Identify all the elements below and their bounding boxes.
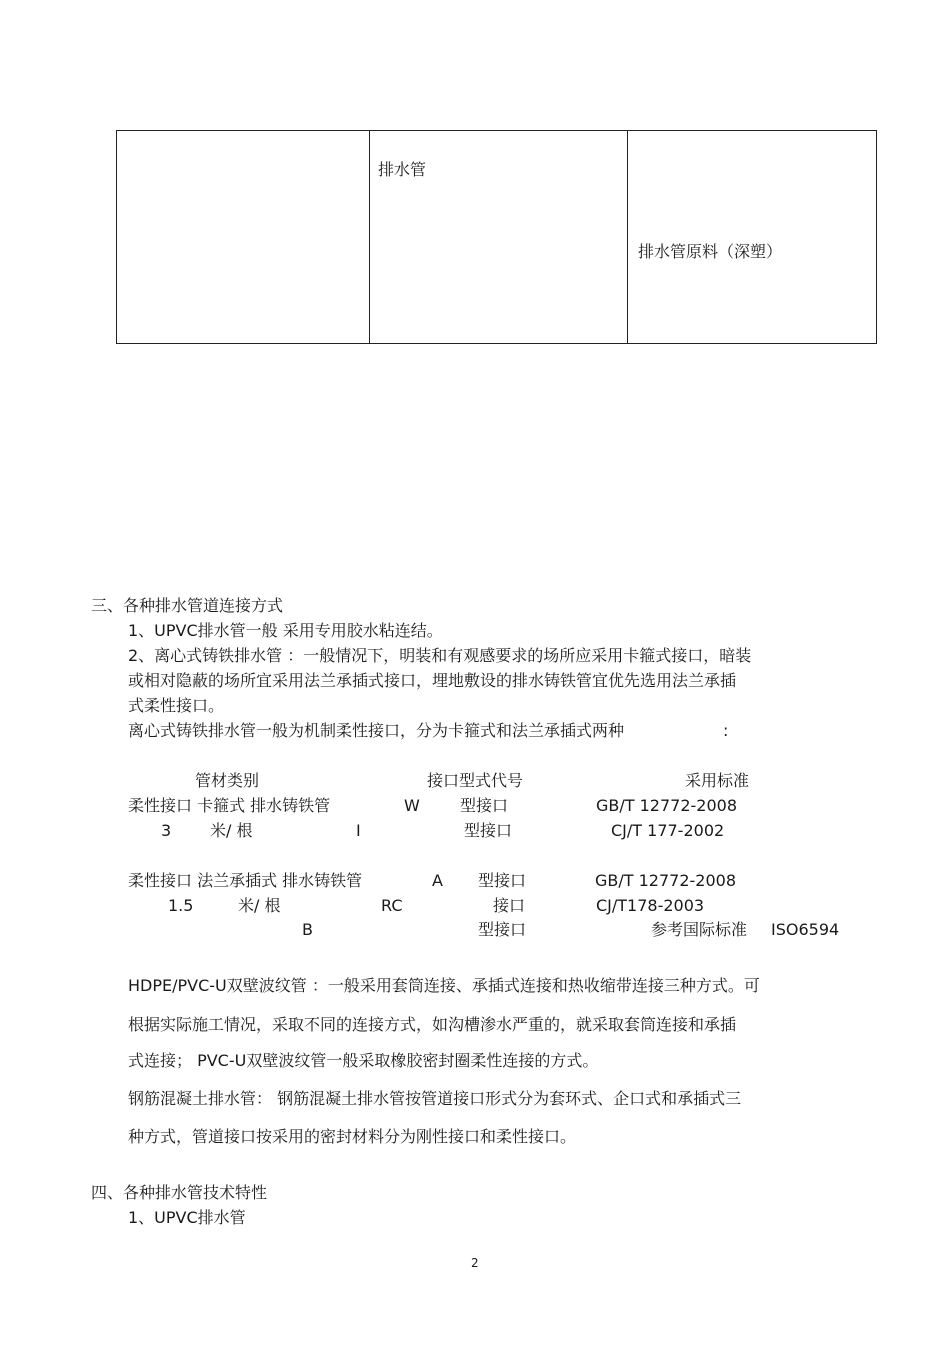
table-cell-drain-pipe: 排水管 (378, 160, 427, 179)
header-pipe-category: 管材类别 (195, 771, 260, 790)
table-divider (369, 131, 370, 343)
row2-code: I (356, 821, 361, 840)
joints-intro: 离心式铸铁排水管一般为机制柔性接口，分为卡箍式和法兰承插式两种 (128, 721, 625, 740)
paragraph-cast-iron-2: 或相对隐蔽的场所宜采用法兰承插式接口，埋地敷设的排水铸铁管宜优先选用法兰承插 (128, 671, 737, 690)
paragraph-cast-iron-3: 式柔性接口。 (128, 696, 225, 715)
row4-unit: 米/ 根 (238, 896, 281, 915)
paragraph-hdpe-2: 根据实际施工情况，采取不同的连接方式，如沟槽渗水严重的，就采取套筒连接和承插 (128, 1015, 737, 1034)
paragraph-concrete-2: 种方式，管道接口按采用的密封材料分为刚性接口和柔性接口。 (128, 1127, 577, 1146)
header-standard: 采用标准 (685, 771, 750, 790)
section-heading-3: 三、各种排水管道连接方式 (91, 596, 284, 615)
row2-standard: CJ/T 177-2002 (611, 821, 725, 840)
row2-joint: 型接口 (464, 821, 513, 840)
header-joint-code: 接口型式代号 (427, 771, 524, 790)
row1-type: 柔性接口 卡箍式 排水铸铁管 (128, 796, 331, 815)
row1-code: W (404, 796, 420, 815)
section-heading-4: 四、各种排水管技术特性 (91, 1183, 268, 1202)
row2-len: 3 (161, 821, 172, 840)
row2-unit: 米/ 根 (210, 821, 253, 840)
row4-standard: CJ/T178-2003 (596, 896, 705, 915)
paragraph-hdpe-1: HDPE/PVC-U双壁波纹管 ：一般采用套筒连接、承插式连接和热收缩带连接三种方式。可 (128, 976, 760, 995)
row1-standard: GB/T 12772-2008 (596, 796, 738, 815)
paragraph-upvc-properties: 1、UPVC排水管 (128, 1208, 246, 1227)
row3-code: A (432, 871, 443, 890)
row1-joint: 型接口 (460, 796, 509, 815)
row4-joint: 接口 (493, 896, 526, 915)
row5-standard-label: 参考国际标准 (651, 920, 748, 939)
row4-len: 1.5 (168, 896, 194, 915)
row5-joint: 型接口 (478, 920, 527, 939)
table-divider (627, 131, 628, 343)
joints-intro-colon: : (723, 721, 729, 740)
row3-type: 柔性接口 法兰承插式 排水铸铁管 (128, 871, 363, 890)
table-cell-raw-material: 排水管原料（深塑） (638, 242, 783, 261)
top-table (116, 130, 877, 344)
paragraph-cast-iron-1: 2、离心式铸铁排水管 ：一般情况下，明装和有观感要求的场所应采用卡箍式接口，暗装 (128, 646, 752, 665)
page-number: 2 (471, 1256, 479, 1270)
row3-joint: 型接口 (478, 871, 527, 890)
paragraph-concrete-1: 钢筋混凝土排水管： 钢筋混凝土排水管按管道接口形式分为套环式、企口式和承插式三 (128, 1089, 742, 1108)
row5-code: B (302, 920, 313, 939)
row3-standard: GB/T 12772-2008 (595, 871, 737, 890)
row5-standard: ISO6594 (771, 920, 840, 939)
paragraph-upvc: 1、UPVC排水管一般 采用专用胶水粘连结。 (128, 621, 443, 640)
paragraph-hdpe-3: 式连接； PVC-U双壁波纹管一般采取橡胶密封圈柔性连接的方式。 (128, 1051, 599, 1070)
row4-code: RC (381, 896, 403, 915)
